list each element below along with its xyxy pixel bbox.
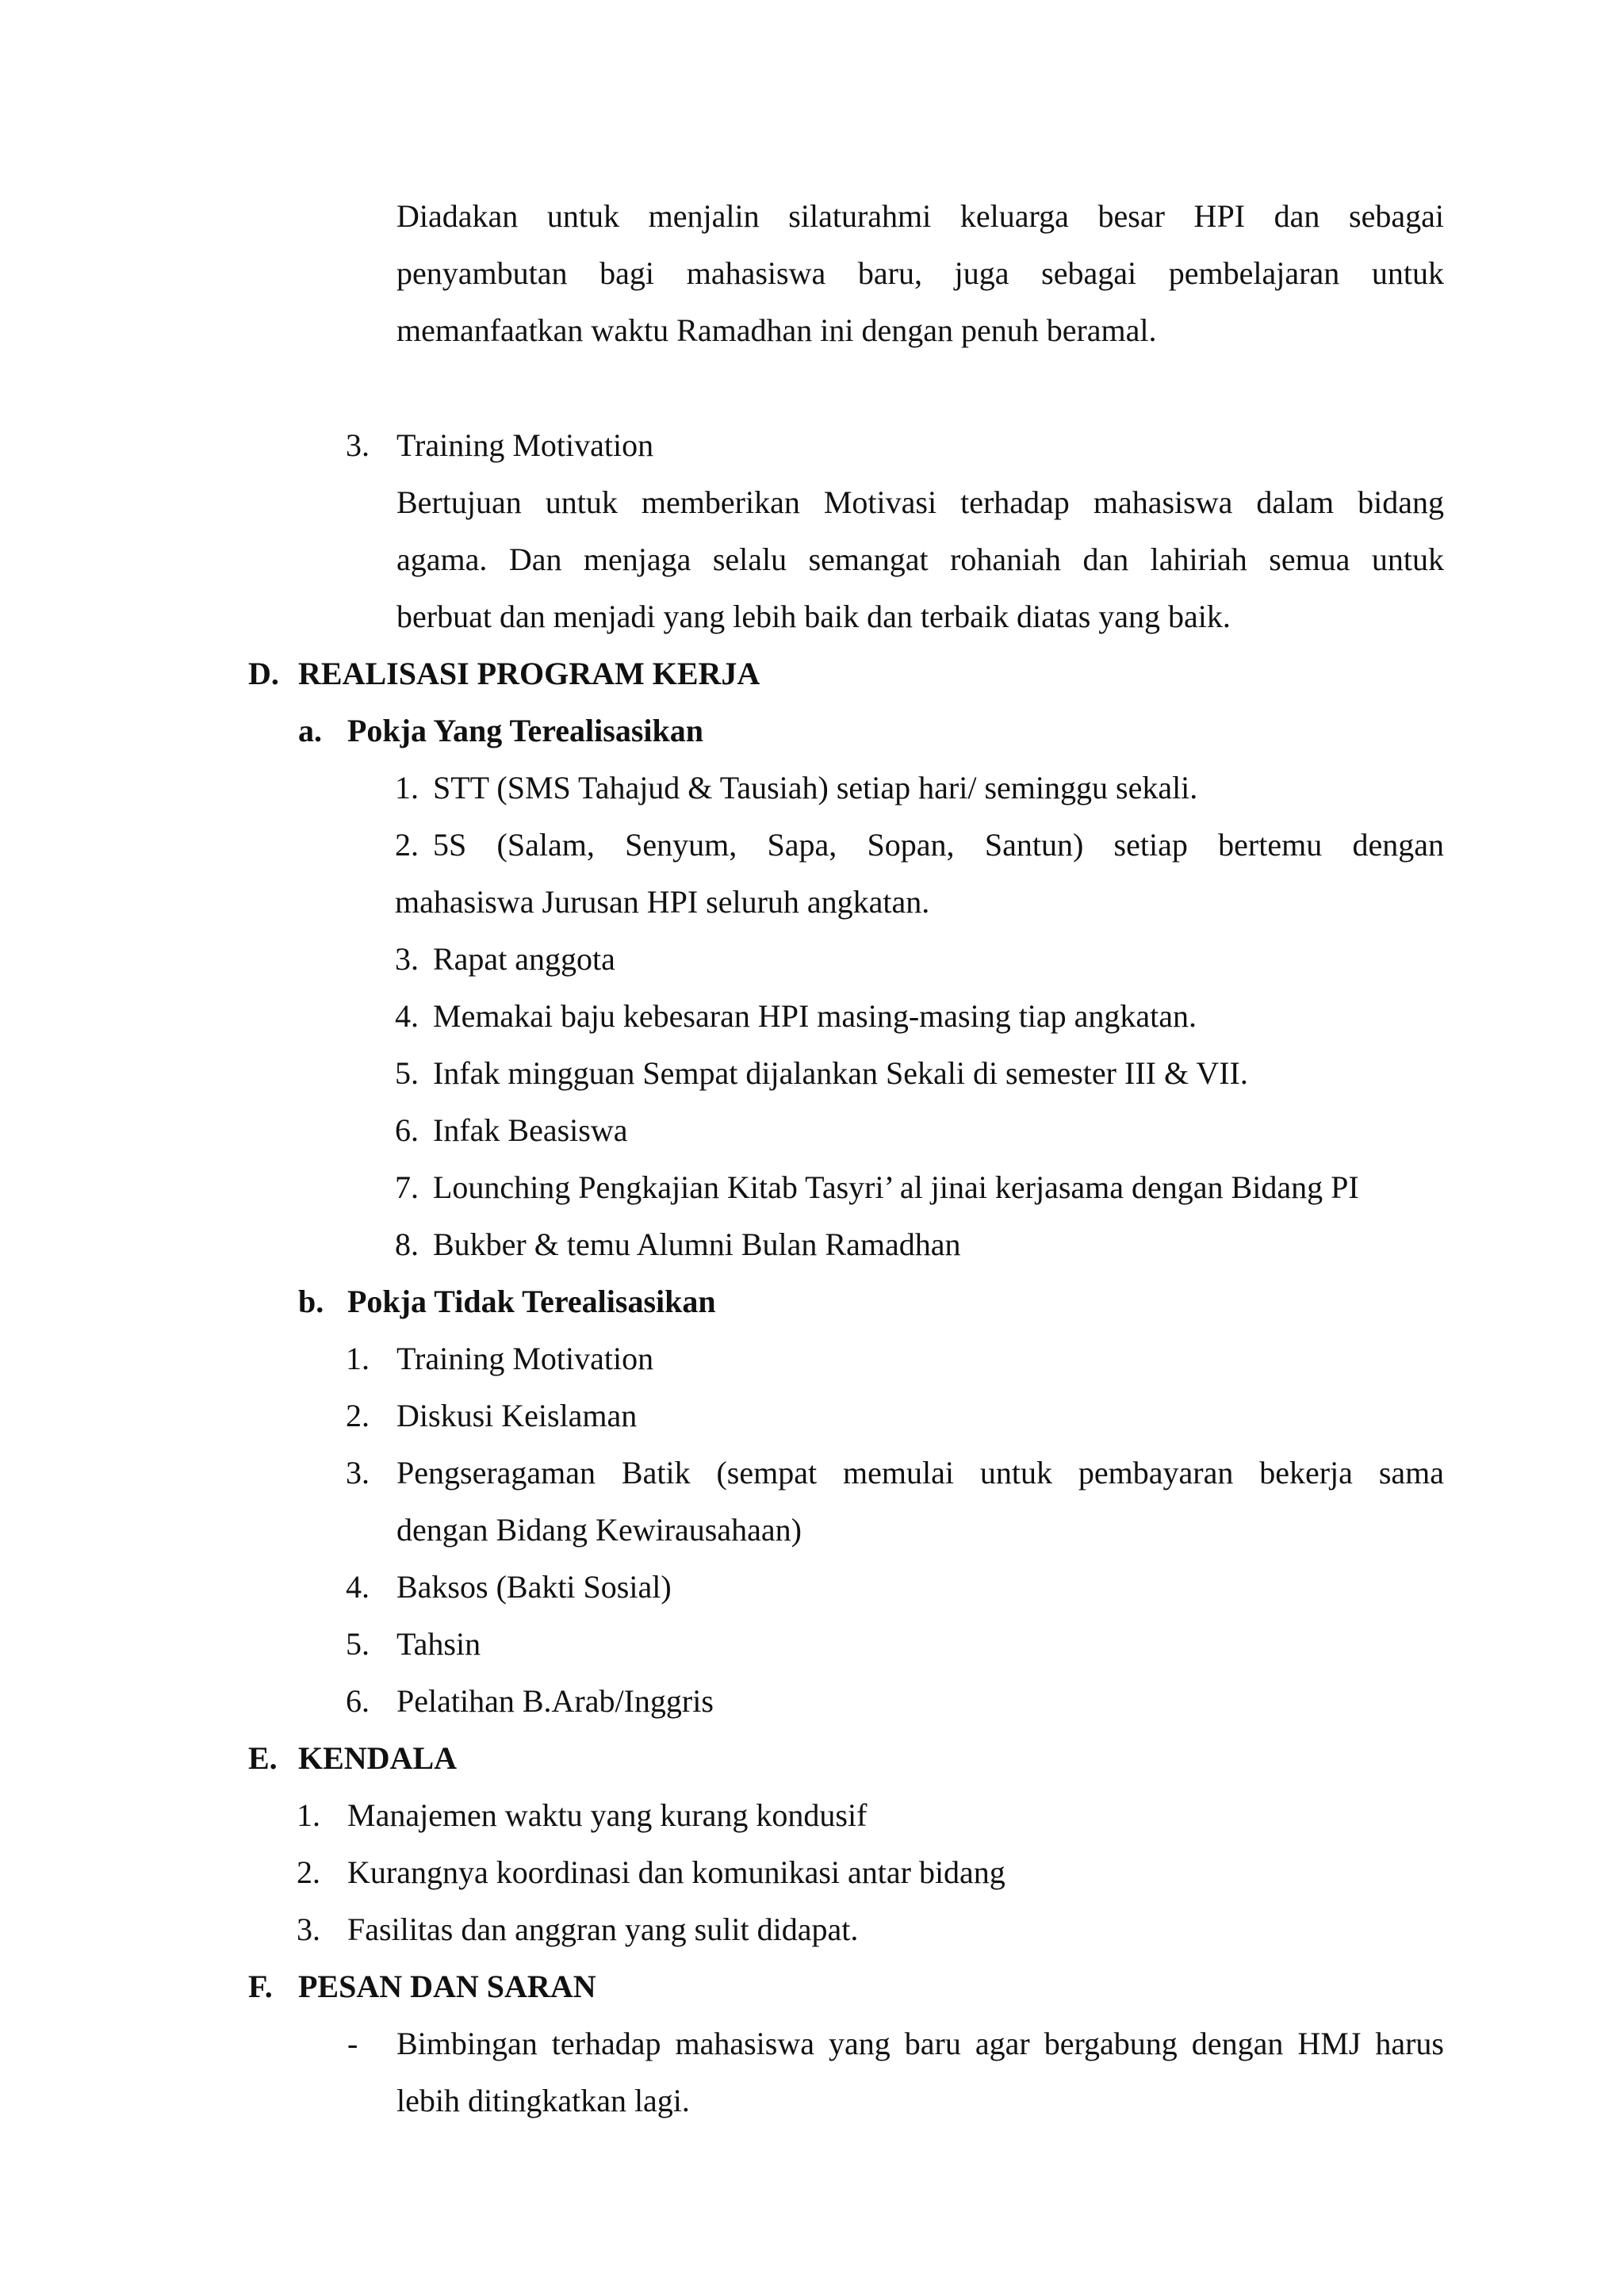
list-item-number: 1. [346,1341,370,1376]
list-item: Bukber & temu Alumni Bulan Ramadhan [433,1226,961,1262]
list-item-number: 3. [297,1911,320,1947]
list-item-number: 2. [346,1398,370,1433]
intro-line-1: Diadakan untuk menjalin silaturahmi keluarga besar HPI dan sebagai [396,198,1444,234]
intro-line-3: memanfaatkan waktu Ramadhan ini dengan penuh beramal. [396,312,1157,348]
list-item: Fasilitas dan anggran yang sulit didapat. [347,1911,859,1947]
list-item-number: 2. [395,827,419,863]
item-3-desc-line-3: berbuat dan menjadi yang lebih baik dan terbaik diatas yang baik. [396,599,1231,634]
list-item-number: 4. [346,1569,370,1605]
sub-a-title: Pokja Yang Terealisasikan [347,713,704,748]
list-item-number: 3. [395,941,419,977]
list-item-number: 1. [297,1797,320,1833]
item-3-number: 3. [346,427,370,463]
list-item: Pelatihan B.Arab/Inggris [396,1683,714,1719]
list-item-number: 5. [395,1055,419,1091]
list-item: Baksos (Bakti Sosial) [396,1569,672,1605]
list-item: Rapat anggota [433,941,615,977]
section-d-letter: D. [248,656,279,691]
section-f-letter: F. [248,1969,273,2004]
list-item: Tahsin [396,1626,481,1662]
list-item: STT (SMS Tahajud & Tausiah) setiap hari/ seminggu sekali. [433,770,1198,806]
list-item: Kurangnya koordinasi dan komunikasi antar bidang [347,1854,1005,1890]
list-item-number: 8. [395,1226,419,1262]
list-item-continuation: lebih ditingkatkan lagi. [396,2083,690,2118]
list-item: Lounching Pengkajian Kitab Tasyri’ al jinai kerjasama dengan Bidang PI [433,1169,1359,1205]
list-item-continuation: dengan Bidang Kewirausahaan) [396,1512,802,1548]
list-item: Manajemen waktu yang kurang kondusif [347,1797,868,1833]
list-item-number: 3. [346,1455,370,1490]
section-f-title: PESAN DAN SARAN [298,1969,596,2004]
list-item: 5S (Salam, Senyum, Sapa, Sopan, Santun) setiap bertemu dengan [433,827,1444,863]
item-3-desc-line-1: Bertujuan untuk memberikan Motivasi terhadap mahasiswa dalam bidang [396,484,1444,520]
list-item-number: 4. [395,998,419,1034]
intro-line-2: penyambutan bagi mahasiswa baru, juga sebagai pembelajaran untuk [396,255,1444,291]
sub-b-title: Pokja Tidak Terealisasikan [347,1284,716,1319]
section-d-title: REALISASI PROGRAM KERJA [298,656,760,691]
bullet-dash: - [347,2026,358,2061]
list-item-number: 7. [395,1169,419,1205]
list-item: Infak Beasiswa [433,1112,628,1148]
list-item-number: 1. [395,770,419,806]
list-item: Diskusi Keislaman [396,1398,638,1433]
section-e-letter: E. [248,1740,278,1776]
list-item: Infak mingguan Sempat dijalankan Sekali di semester III & VII. [433,1055,1248,1091]
item-3-desc-line-2: agama. Dan menjaga selalu semangat rohaniah dan lahiriah semua untuk [396,541,1444,577]
list-item: Pengseragaman Batik (sempat memulai untuk pembayaran bekerja sama [396,1455,1444,1490]
list-item-number: 6. [346,1683,370,1719]
list-item-number: 2. [297,1854,320,1890]
list-item: Bimbingan terhadap mahasiswa yang baru agar bergabung dengan HMJ harus [396,2026,1444,2061]
list-item-continuation: mahasiswa Jurusan HPI seluruh angkatan. [395,884,930,920]
list-item-number: 6. [395,1112,419,1148]
sub-a-letter: a. [298,713,322,748]
list-item: Memakai baju kebesaran HPI masing-masing tiap angkatan. [433,998,1197,1034]
sub-b-letter: b. [298,1284,324,1319]
list-item: Training Motivation [396,1341,654,1376]
section-e-title: KENDALA [298,1740,458,1776]
list-item-number: 5. [346,1626,370,1662]
item-3-title: Training Motivation [396,427,654,463]
